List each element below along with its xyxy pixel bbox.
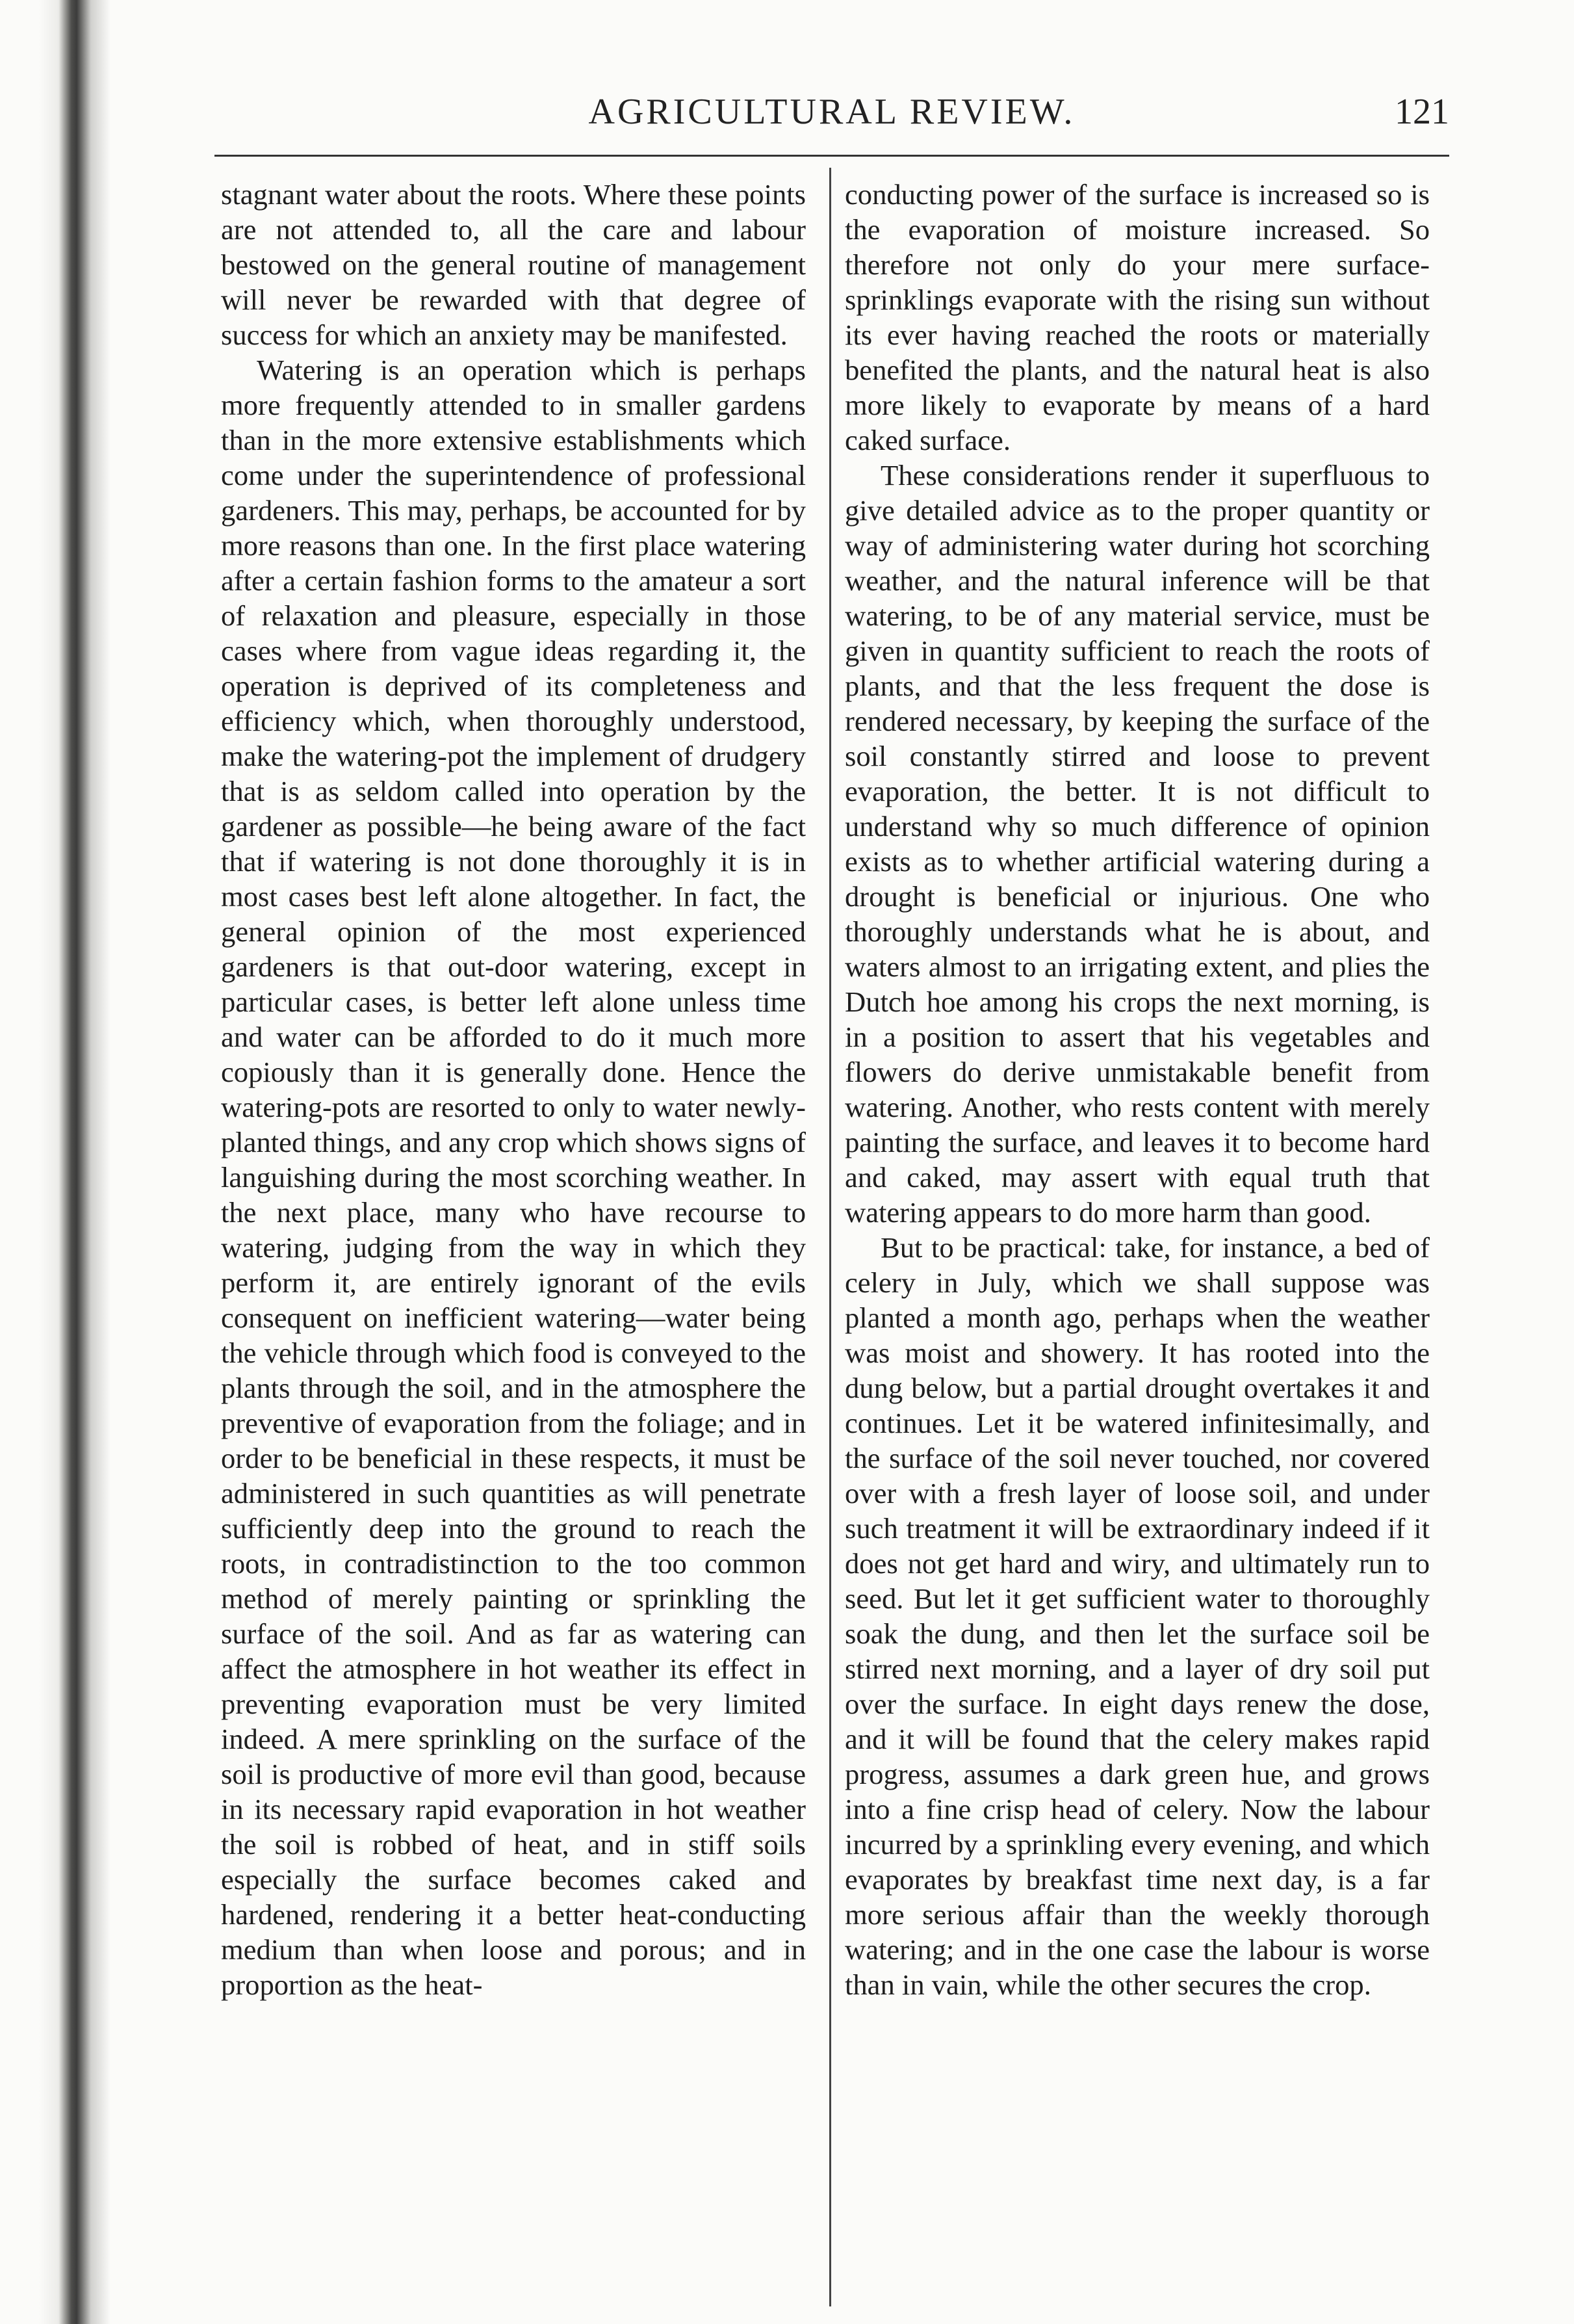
running-title: AGRICULTURAL REVIEW. — [588, 92, 1076, 132]
binding-gutter — [39, 0, 117, 2324]
running-head — [214, 91, 1449, 143]
column-divider — [829, 168, 831, 2306]
paragraph: Watering is an operation which is perhaps more frequently attended to in smaller gardens than in the more extensive establishments which come under the superintendence of professional gardeners. This may, perhaps, be accounted for by more reasons than one. In the first place watering after a certain fashion forms to the amateur a sort of relaxation and pleasure, especially in those cases where from vague ideas regarding it, the operation is deprived of its completeness and efficiency which, when thoroughly understood, make the watering-pot the implement of drudgery that is as seldom called into operation by the gardener as possible—he being aware of the fact that if watering is not done thoroughly it is in most cases best left alone altogether. In fact, the general opinion of the most experienced gardeners is that out-door watering, except in particular cases, is better left alone unless time and water can be afforded to do it much more copiously than it is generally done. Hence the watering-pots are resorted to only to water newly-planted things, and any crop which shows signs of languishing during the most scorching weather. In the next place, many who have recourse to watering, judging from the way in which they perform it, are entirely ignorant of the evils consequent on inefficient watering—water being the vehicle through which food is conveyed to the plants through the soil, and in the atmosphere the preventive of evaporation from the foliage; and in order to be beneficial in these respects, it must be administered in such quantities as will penetrate sufficiently deep into the ground to reach the roots, in contradistinction to the too common method of merely painting or sprinkling the surface of the soil. And as far as watering can affect the atmosphere in hot weather its effect in preventing evaporation must be very limited indeed. A mere sprinkling on the surface of the soil is productive of more evil than good, because in its necessary rapid evaporation in hot weather the soil is robbed of heat, and in stiff soils especially the surface becomes caked and hardened, rendering it a better heat-conducting medium than when loose and porous; and in proportion as the heat- — [221, 354, 806, 2001]
right-column — [845, 177, 1430, 2002]
paragraph: conducting power of the surface is increased so is the evaporation of moisture increased. So therefore not only do your mere surface-sprinklings evaporate with the rising sun without its ever having reached the roots or materially benefited the plants, and the natural heat is also more likely to evaporate by means of a hard caked surface. — [845, 178, 1430, 456]
paragraph: But to be practical: take, for instance, a bed of celery in July, which we shall suppose was planted a month ago, perhaps when the weather was moist and showery. It has rooted into the dung below, but a partial drought overtakes it and continues. Let it be watered infinitesimally, and the surface of the soil never touched, nor covered over with a fresh layer of loose soil, and under such treatment it will be extraordinary indeed if it does not get hard and wiry, and ultimately run to seed. But let it get sufficient water to thoroughly soak the dung, and then let the surface soil be stirred next morning, and a layer of dry soil put over the surface. In eight days renew the dose, and it will be found that the celery makes rapid progress, assumes a dark green hue, and grows into a fine crisp head of celery. Now the labour incurred by a sprinkling every evening, and which evaporates by breakfast time next day, is a far more serious affair than the weekly thorough watering; and in the one case the labour is worse than in vain, while the other secures the crop. — [845, 1231, 1430, 2001]
page-number: 121 — [1395, 92, 1449, 132]
paragraph: stagnant water about the roots. Where these points are not attended to, all the care and labour bestowed on the general routine of management will never be rewarded with that degree of success for which an anxiety may be manifested. — [221, 178, 806, 351]
paragraph: These considerations render it superfluous to give detailed advice as to the proper quantity or way of administering water during hot scorching weather, and the natural inference will be that watering, to be of any material service, must be given in quantity sufficient to reach the roots of plants, and that the less frequent the dose is rendered necessary, by keeping the surface of the soil constantly stirred and loose to prevent evaporation, the better. It is not difficult to understand why so much difference of opinion exists as to whether artificial watering during a drought is beneficial or injurious. One who thoroughly understands what he is about, and waters almost to an irrigating extent, and plies the Dutch hoe among his crops the next morning, is in a position to assert that his vegetables and flowers do derive unmistakable benefit from watering. Another, who rests content with merely painting the surface, and leaves it to become hard and caked, may assert with equal truth that watering appears to do more harm than good. — [845, 459, 1430, 1229]
header-rule — [214, 155, 1449, 157]
left-column — [221, 177, 806, 2002]
